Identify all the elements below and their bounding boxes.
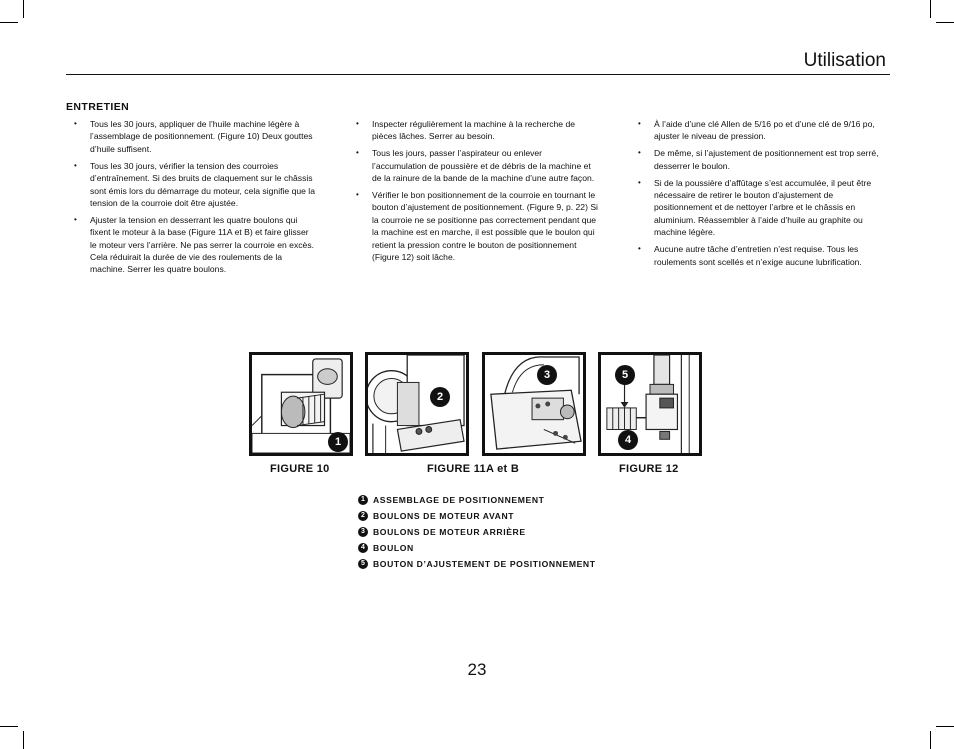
legend-item: [358, 524, 596, 540]
legend-number: 3: [358, 527, 368, 537]
crop-mark: [23, 0, 24, 18]
list-item: • Aucune autre tâche d’entretien n’est requise. Tous les roulements sont scellés et n’exige aucune lubrification.: [630, 243, 880, 268]
list-item: • Inspecter régulièrement la machine à la recherche de pièces lâches. Serrer au besoin.: [348, 118, 598, 143]
legend-label: BOULONS DE MOTEUR AVANT: [373, 511, 515, 521]
callout-5: 5: [615, 365, 635, 385]
legend-number: 2: [358, 511, 368, 521]
figure-10-image: [249, 352, 353, 456]
list-item: • Si de la poussière d’affûtage s’est accumulée, il peut être nécessaire de retirer le bouton d’ajustement de positionnement et de nettoyer l’arbre et le châssis en aluminium. Réassembler à l’aide d’huile au graphite ou machine légère.: [630, 177, 880, 239]
list-item: • Tous les 30 jours, vérifier la tension des courroies d’entraînement. Si des bruits de claquement sur le châssis sont émis lors du démarrage du moteur, cela signifie que la tension de la courroie doit être ajustée.: [66, 160, 316, 210]
legend-label: BOULON: [373, 543, 414, 553]
list-item: • Tous les jours, passer l’aspirateur ou enlever l’accumulation de poussière et de débris de la machine et de la rainure de la bande de la machine d’une autre façon.: [348, 147, 598, 184]
page-number: 23: [467, 660, 487, 679]
text-column-3: [630, 118, 880, 272]
list-item: • Ajuster la tension en desserrant les quatre boulons qui fixent le moteur à la base (Figure 11A et B) et faire glisser le moteur vers l’arrière. Ne pas serrer la courroie en excès. Cela réduirait la durée de vie des roulements de la machine. Serrer les quatre boulons.: [66, 214, 316, 276]
legend-number: 4: [358, 543, 368, 553]
motor-rear-bolts-illustration: [485, 355, 583, 453]
callout-2: 2: [430, 387, 450, 407]
list-item: • Tous les 30 jours, appliquer de l’huile machine légère à l’assemblage de positionnement. (Figure 10) Deux gouttes d’huile suffisent.: [66, 118, 316, 155]
callout-4: 4: [618, 430, 638, 450]
figure-12-caption: FIGURE 12: [619, 463, 679, 475]
legend-number: 1: [358, 495, 368, 505]
list-item: • À l’aide d’une clé Allen de 5/16 po et d’une clé de 9/16 po, ajuster le niveau de pression.: [630, 118, 880, 143]
legend-item: [358, 508, 596, 524]
list-item: • De même, si l’ajustement de positionnement est trop serré, desserrer le boulon.: [630, 147, 880, 172]
crop-mark: [936, 22, 954, 23]
legend-item: [358, 540, 596, 556]
header-divider: [66, 74, 890, 75]
page-title: Utilisation: [803, 50, 886, 71]
figure-12-image: [598, 352, 702, 456]
crop-mark: [23, 731, 24, 749]
callout-3: 3: [537, 365, 557, 385]
figure-11-caption: FIGURE 11A et B: [427, 463, 520, 475]
list-item: • Vérifier le bon positionnement de la courroie en tournant le bouton d’ajustement de positionnement. (Figure 9, p. 22) Si la courroie ne se positionne pas correctement pendant que la machine est en marche, il est possible que le boulon qui retient la pression contre le bouton de positionnement (Figure 12) soit lâche.: [348, 189, 598, 263]
section-heading: ENTRETIEN: [66, 101, 130, 113]
figure-legend: [358, 492, 596, 572]
callout-1: 1: [328, 432, 348, 452]
legend-item: [358, 492, 596, 508]
legend-label: BOUTON D’AJUSTEMENT DE POSITIONNEMENT: [373, 559, 596, 569]
legend-item: [358, 556, 596, 572]
crop-mark: [0, 726, 18, 727]
motor-front-bolts-illustration: [368, 355, 466, 453]
legend-number: 5: [358, 559, 368, 569]
figure-10-caption: FIGURE 10: [270, 463, 330, 475]
text-column-1: [66, 118, 316, 280]
crop-mark: [936, 726, 954, 727]
figure-11b-image: [482, 352, 586, 456]
crop-mark: [0, 22, 18, 23]
text-column-2: [348, 118, 598, 268]
figure-11a-image: [365, 352, 469, 456]
legend-label: BOULONS DE MOTEUR ARRIÈRE: [373, 527, 526, 537]
crop-mark: [930, 731, 931, 749]
legend-label: ASSEMBLAGE DE POSITIONNEMENT: [373, 495, 545, 505]
crop-mark: [930, 0, 931, 18]
